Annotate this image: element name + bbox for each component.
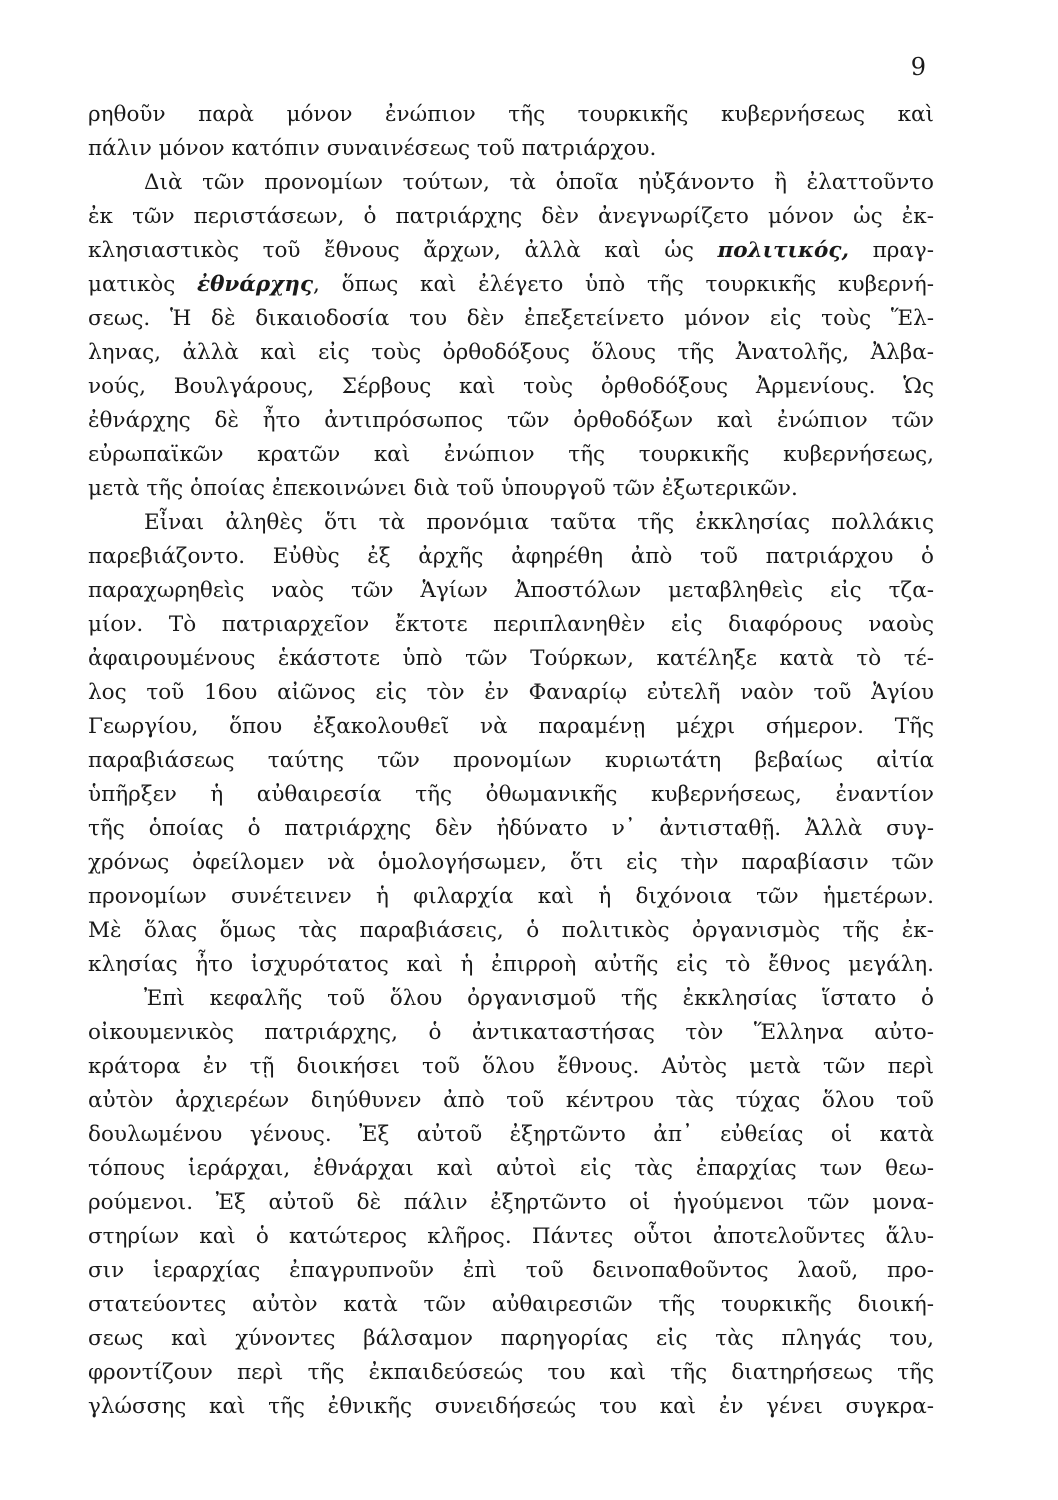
text-line: ὑπῆρξεν ἡ αὐθαιρεσία τῆς ὀθωμανικῆς κυβερνήσεως, ἐναντίον [88, 782, 934, 807]
text-line: ρηθοῦν παρὰ μόνον ἐνώπιον τῆς τουρκικῆς κυβερνήσεως καὶ [88, 102, 934, 127]
text-line: λος τοῦ 16ου αἰῶνος εἰς τὸν ἐν Φαναρίῳ εὐτελῆ ναὸν τοῦ Ἁγίου [88, 680, 934, 705]
text-line: παρεβιάζοντο. Εὐθὺς ἐξ ἀρχῆς ἀφηρέθη ἀπὸ τοῦ πατριάρχου ὁ [88, 544, 934, 569]
text-line: ληνας, ἀλλὰ καὶ εἰς τοὺς ὀρθοδόξους ὅλους τῆς Ἀνατολῆς, Ἀλβα- [88, 340, 934, 365]
text-segment: ματικὸς [88, 272, 197, 297]
text-line: κλησίας ἦτο ἰσχυρότατος καὶ ἡ ἐπιρροὴ αὐτῆς εἰς τὸ ἔθνος μεγάλη. [88, 952, 934, 977]
text-line [88, 268, 934, 302]
text-line: παραβιάσεως ταύτης τῶν προνομίων κυριωτάτη βεβαίως αἰτία [88, 748, 934, 773]
text-line: ἀφαιρουμένους ἑκάστοτε ὑπὸ τῶν Τούρκων, κατέληξε κατὰ τὸ τέ- [88, 646, 934, 671]
text-line: τῆς ὁποίας ὁ πατριάρχης δὲν ἠδύνατο ν᾽ ἀντισταθῇ. Ἀλλὰ συγ- [88, 816, 934, 841]
text-line: παραχωρηθεὶς ναὸς τῶν Ἁγίων Ἀποστόλων μεταβληθεὶς εἰς τζα- [88, 578, 934, 603]
body-text [88, 98, 934, 1424]
text-segment: κλησιαστικὸς τοῦ ἔθνους ἄρχων, ἀλλὰ καὶ ὡς [88, 238, 718, 263]
text-line: χρόνως ὀφείλομεν νὰ ὁμολογήσωμεν, ὅτι εἰς τὴν παραβίασιν τῶν [88, 850, 934, 875]
page-number: 9 [910, 53, 926, 81]
text-line: στηρίων καὶ ὁ κατώτερος κλῆρος. Πάντες οὗτοι ἀποτελοῦντες ἅλυ- [88, 1224, 934, 1249]
text-segment: , ὅπως καὶ ἐλέγετο ὑπὸ τῆς τουρκικῆς κυβερνή- [313, 272, 934, 297]
text-line: μίον. Τὸ πατριαρχεῖον ἔκτοτε περιπλανηθὲν εἰς διαφόρους ναοὺς [88, 612, 934, 637]
text-line: σεως καὶ χύνοντες βάλσαμον παρηγορίας εἰς τὰς πληγάς του, [88, 1326, 934, 1351]
text-line: ρούμενοι. Ἐξ αὐτοῦ δὲ πάλιν ἐξηρτῶντο οἱ ἡγούμενοι τῶν μονα- [88, 1190, 934, 1215]
text-line: Ἐπὶ κεφαλῆς τοῦ ὅλου ὀργανισμοῦ τῆς ἐκκλησίας ἵστατο ὁ [144, 986, 934, 1011]
text-line: Διὰ τῶν προνομίων τούτων, τὰ ὁποῖα ηὐξάνοντο ἢ ἐλαττοῦντο [144, 170, 934, 195]
text-line: νούς, Βουλγάρους, Σέρβους καὶ τοὺς ὀρθοδόξους Ἀρμενίους. Ὡς [88, 374, 934, 399]
text-line: ἐθνάρχης δὲ ἦτο ἀντιπρόσωπος τῶν ὀρθοδόξων καὶ ἐνώπιον τῶν [88, 408, 934, 433]
text-line: τόπους ἱεράρχαι, ἐθνάρχαι καὶ αὐτοὶ εἰς τὰς ἐπαρχίας των θεω- [88, 1156, 934, 1181]
text-line: δουλωμένου γένους. Ἐξ αὐτοῦ ἐξηρτῶντο ἀπ᾽ εὐθείας οἱ κατὰ [88, 1122, 934, 1147]
text-line: μετὰ τῆς ὁποίας ἐπεκοινώνει διὰ τοῦ ὑπουργοῦ τῶν ἐξωτερικῶν. [88, 476, 798, 501]
text-line [88, 234, 934, 268]
text-line: προνομίων συνέτεινεν ἡ φιλαρχία καὶ ἡ διχόνοια τῶν ἡμετέρων. [88, 884, 934, 909]
text-line: Μὲ ὅλας ὅμως τὰς παραβιάσεις, ὁ πολιτικὸς ὀργανισμὸς τῆς ἐκ- [88, 918, 934, 943]
text-line: πάλιν μόνον κατόπιν συναινέσεως τοῦ πατριάρχου. [88, 136, 657, 161]
text-segment: πραγ- [848, 238, 934, 263]
text-line: στατεύοντες αὐτὸν κατὰ τῶν αὐθαιρεσιῶν τῆς τουρκικῆς διοική- [88, 1292, 934, 1317]
text-line: σεως. Ἡ δὲ δικαιοδοσία του δὲν ἐπεξετείνετο μόνον εἰς τοὺς Ἕλ- [88, 306, 934, 331]
text-line: γλώσσης καὶ τῆς ἐθνικῆς συνειδήσεώς του καὶ ἐν γένει συγκρα- [88, 1394, 934, 1419]
text-line: οἰκουμενικὸς πατριάρχης, ὁ ἀντικαταστήσας τὸν Ἕλληνα αὐτο- [88, 1020, 934, 1045]
text-line: φροντίζουν περὶ τῆς ἐκπαιδεύσεώς του καὶ τῆς διατηρήσεως τῆς [88, 1360, 934, 1385]
emphasized-term: πολιτικός, [717, 238, 849, 263]
text-line: αὐτὸν ἀρχιερέων διηύθυνεν ἀπὸ τοῦ κέντρου τὰς τύχας ὅλου τοῦ [88, 1088, 934, 1113]
emphasized-term: ἐθνάρχης [197, 272, 314, 297]
text-line: Εἶναι ἀληθὲς ὅτι τὰ προνόμια ταῦτα τῆς ἐκκλησίας πολλάκις [144, 510, 934, 535]
text-line: ἐκ τῶν περιστάσεων, ὁ πατριάρχης δὲν ἀνεγνωρίζετο μόνον ὡς ἐκ- [88, 204, 934, 229]
text-line: Γεωργίου, ὅπου ἐξακολουθεῖ νὰ παραμένῃ μέχρι σήμερον. Τῆς [88, 714, 934, 739]
text-line: κράτορα ἐν τῇ διοικήσει τοῦ ὅλου ἔθνους. Αὐτὸς μετὰ τῶν περὶ [88, 1054, 934, 1079]
text-line: σιν ἱεραρχίας ἐπαγρυπνοῦν ἐπὶ τοῦ δεινοπαθοῦντος λαοῦ, προ- [88, 1258, 934, 1283]
text-line: εὐρωπαϊκῶν κρατῶν καὶ ἐνώπιον τῆς τουρκικῆς κυβερνήσεως, [88, 442, 934, 467]
